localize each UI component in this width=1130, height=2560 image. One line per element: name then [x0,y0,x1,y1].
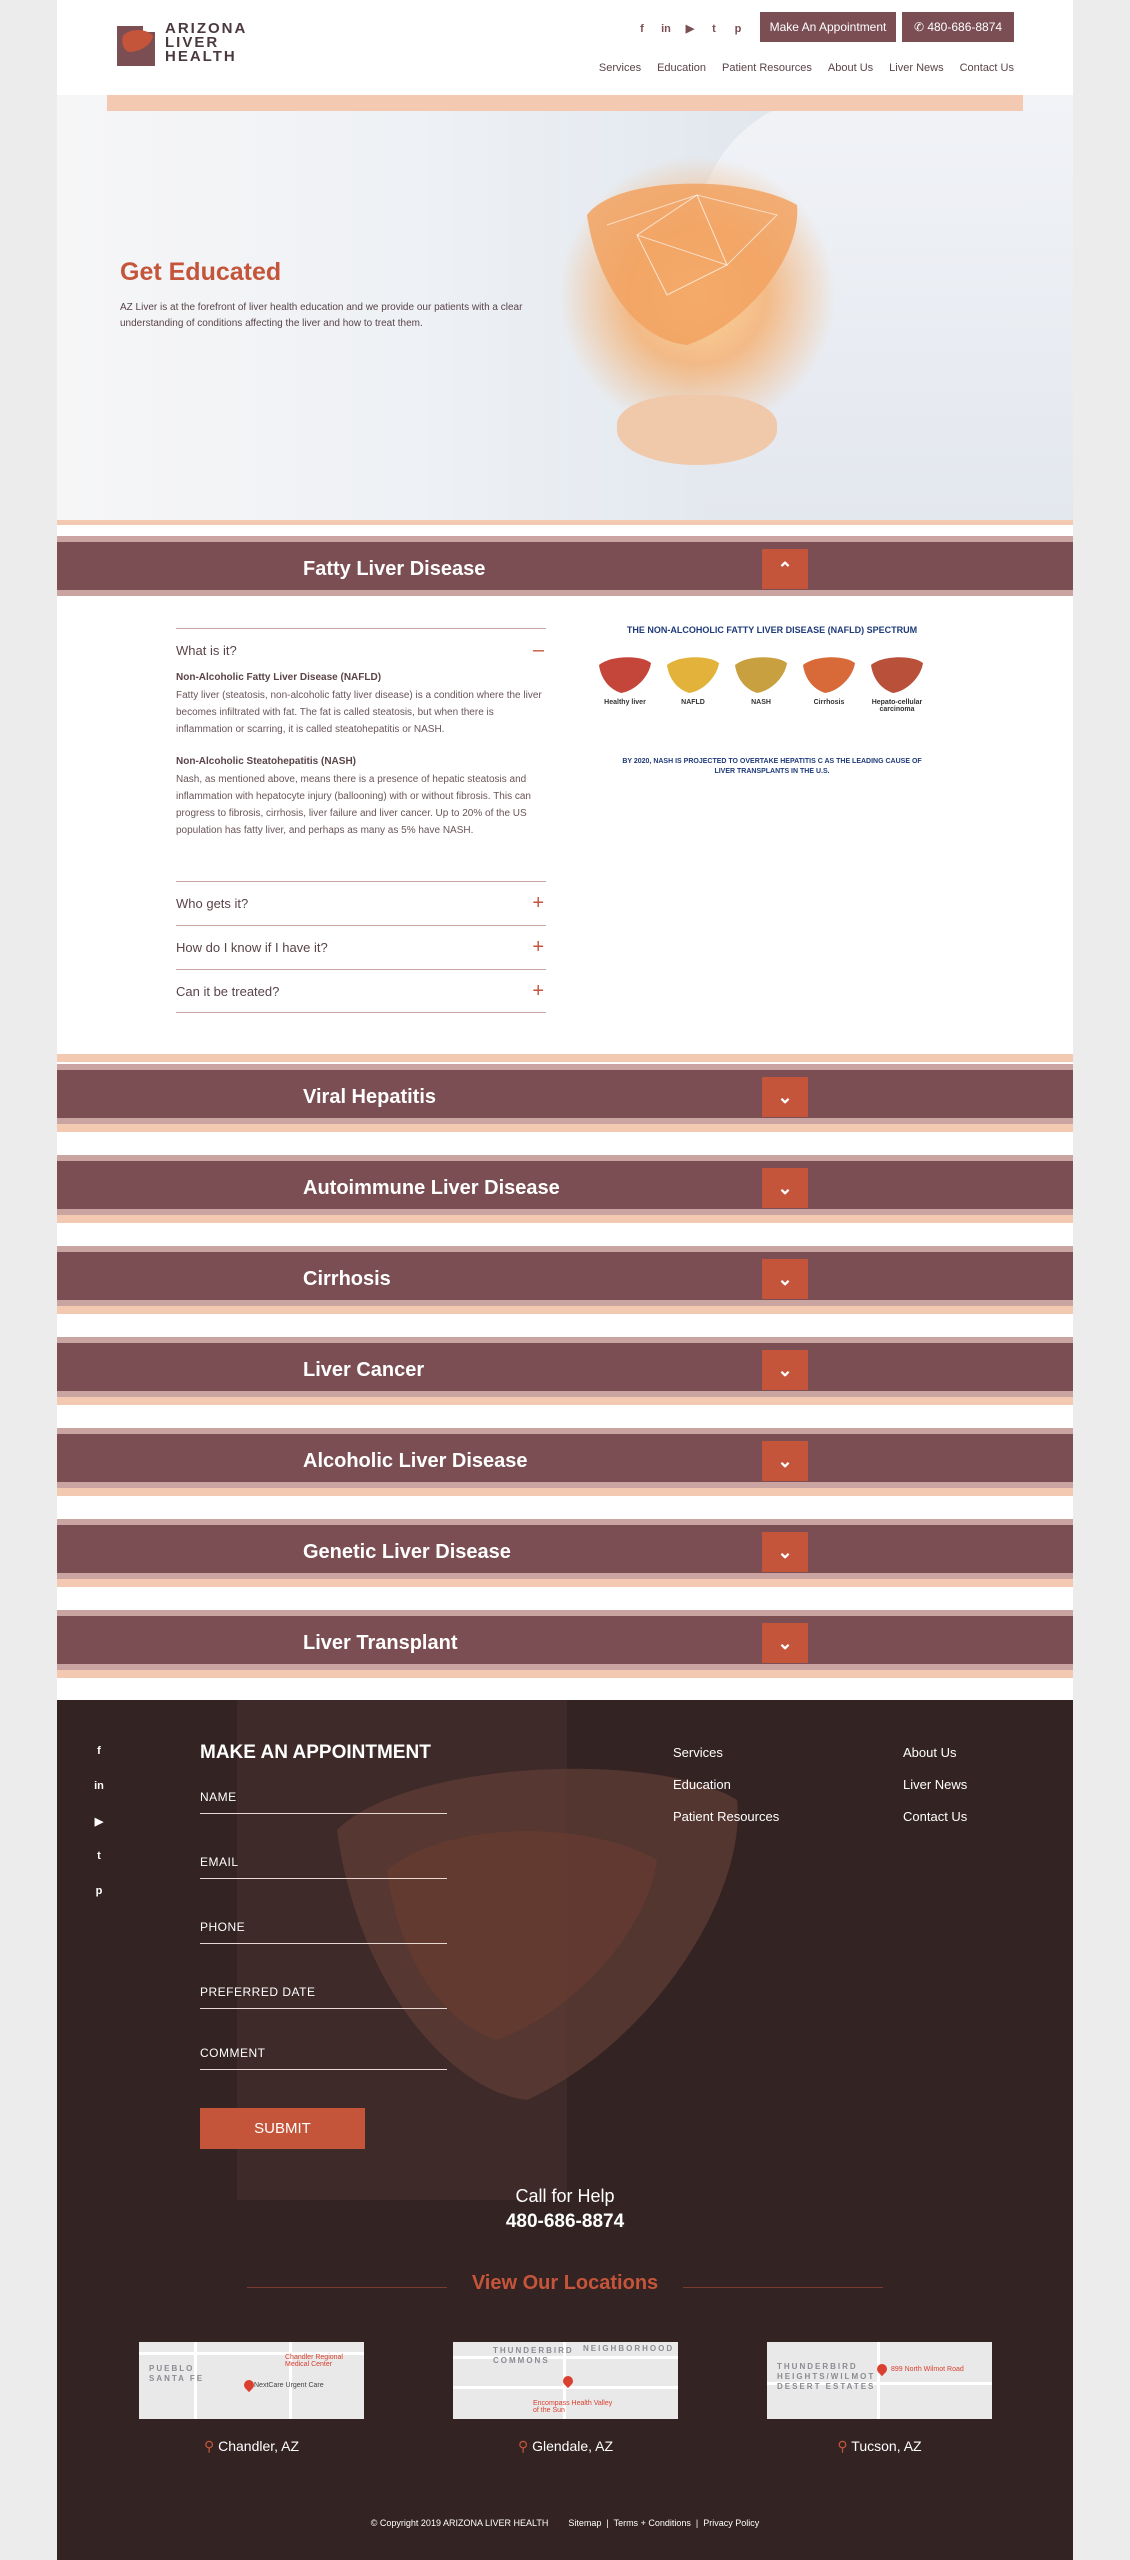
locations-title: View Our Locations [471,2272,659,2294]
accordion-divider [57,1215,1073,1223]
logo[interactable] [115,20,275,70]
facebook-icon[interactable]: f [640,23,644,35]
sitemap-link[interactable]: Sitemap [568,2518,602,2528]
phone-field[interactable]: PHONE [200,1920,447,1944]
infographic-footer: BY 2020, NASH IS PROJECTED TO OVERTAKE HEPATITIS C AS THE LEADING CAUSE OF LIVER TRANSPLANTS IN THE U.S. [622,758,922,775]
location-chandler[interactable] [139,2438,364,2455]
location-pin-icon: ⚲ [203,2438,219,2454]
map-glendale[interactable] [453,2342,678,2419]
make-appointment-button[interactable]: Make An Appointment [760,12,896,42]
footer-links-col-2 [903,1745,967,1824]
accordion-title: Viral Hepatitis [303,1086,437,1108]
accordion-liver-transplant[interactable] [57,1610,1073,1670]
accordion-cirrhosis[interactable] [57,1246,1073,1306]
linkedin-icon[interactable]: in [94,1780,104,1792]
accordion-divider [57,1488,1073,1496]
comment-field[interactable]: COMMENT [200,2046,447,2070]
accordion-title: Liver Cancer [303,1359,425,1381]
nav-about-us[interactable]: About Us [827,62,874,74]
nafld-spectrum-infographic [577,611,967,786]
twitter-icon[interactable]: t [712,23,716,35]
hero-description: AZ Liver is at the forefront of liver health education and we provide our patients with a clear understanding of conditions affecting the liver and how to treat them. [120,302,523,329]
accordion-liver-cancer[interactable] [57,1337,1073,1397]
infographic-title: THE NON-ALCOHOLIC FATTY LIVER DISEASE (NAFLD) SPECTRUM [626,625,918,635]
logo-line-1: ARIZONA [165,20,248,37]
copyright-text: © Copyright 2019 ARIZONA LIVER HEALTH [370,2518,549,2528]
footer-link-education[interactable]: Education [673,1777,731,1792]
nash-text: Nash, as mentioned above, means there is a presence of hepatic steatosis and inflammation with hepatocyte injury (ballooning) with or without fibrosis. This can progress to fibrosis, cirrhosis, liver failure and liver cancer. Up to 20% of the US population has fatty liver, and perhaps as many as 5% have NASH. [176,774,531,836]
footer-link-about-us[interactable]: About Us [903,1745,957,1760]
hero-banner [57,95,1073,525]
divider [683,2287,883,2288]
accordion-title: Liver Transplant [303,1632,458,1654]
footer-link-contact-us[interactable]: Contact Us [903,1809,968,1824]
footer-links-col-1 [673,1745,779,1824]
facebook-icon[interactable]: f [97,1745,101,1757]
accordion-title: Alcoholic Liver Disease [303,1450,528,1472]
accordion-genetic[interactable] [57,1519,1073,1579]
stage-label: NASH [751,699,771,706]
appointment-form-title: MAKE AN APPOINTMENT [200,1742,431,1763]
accordion-divider [57,1306,1073,1314]
map-area-label: PUEBLO SANTA FE [149,2364,205,2383]
city-label: Tucson, AZ [851,2438,922,2454]
accordion-divider [57,1579,1073,1587]
nav-patient-resources[interactable]: Patient Resources [722,62,812,74]
location-pin-icon: ⚲ [837,2438,852,2454]
nafld-text: Fatty liver (steatosis, non-alcoholic fatty liver disease) is a condition where the liver becomes infiltrated with fat. The fat is called steatosis, but when there is inflammation or scarring, it is called steatohepatitis or NASH. [176,690,542,735]
pinterest-icon[interactable]: p [734,23,742,35]
faq-item-how-do-i-know[interactable] [176,925,546,969]
chevron-down-icon[interactable]: ⌄ [762,1168,808,1208]
name-field[interactable]: NAME [200,1790,447,1814]
footer-link-patient-resources[interactable]: Patient Resources [673,1809,780,1824]
fatty-liver-panel [57,611,1073,1054]
faq-collapsed-list [176,881,546,1013]
accordion-fatty-liver[interactable] [57,536,1073,596]
hero-top-band [107,95,1023,111]
city-label: Chandler, AZ [218,2438,300,2454]
site-footer [57,1700,1073,2560]
stage-label: Healthy liver [604,699,646,706]
faq-question: Can it be treated? [176,984,280,999]
accordion-title: Cirrhosis [303,1268,391,1290]
stage-label: Hepato-cellular carcinoma [871,699,923,713]
faq-item-what-is-it[interactable] [176,628,546,839]
faq-question: How do I know if I have it? [176,940,328,955]
logo-line-2: LIVER [165,34,220,51]
map-marker-label: Encompass Health Valley of the Sun [533,2400,613,2414]
doctor-hand-image [617,395,777,465]
nafld-liver-icon [665,655,721,695]
cirrhosis-liver-icon [801,655,857,695]
accordion-alcoholic[interactable] [57,1428,1073,1488]
footer-link-services[interactable]: Services [673,1745,723,1760]
privacy-link[interactable]: Privacy Policy [703,2518,760,2528]
location-glendale[interactable] [453,2438,678,2455]
plus-icon[interactable]: + [532,936,544,958]
stage-label: Cirrhosis [813,699,845,706]
accordion-viral-hepatitis[interactable] [57,1064,1073,1124]
accordion-title: Fatty Liver Disease [303,558,486,580]
map-marker-label: NextCare Urgent Care [254,2382,324,2389]
nash-liver-icon [733,655,789,695]
map-marker-label: Chandler Regional Medical Center [285,2354,343,2368]
map-area-label: THUNDERBIRD COMMONS [493,2346,574,2365]
accordion-divider [57,1670,1073,1678]
main-nav [599,62,1014,74]
accordion-divider [57,1054,1073,1062]
accordion-divider [57,1397,1073,1405]
footer-social-links [92,1745,106,1901]
plus-icon[interactable]: + [532,980,544,1002]
footer-link-liver-news[interactable]: Liver News [903,1777,968,1792]
email-field[interactable]: EMAIL [200,1855,447,1879]
submit-button[interactable]: SUBMIT [200,2108,365,2149]
map-chandler[interactable] [139,2342,364,2419]
chevron-down-icon[interactable]: ⌄ [762,1077,808,1117]
chevron-down-icon[interactable]: ⌄ [762,1623,808,1663]
location-pin-icon: ⚲ [517,2438,533,2454]
faq-item-who-gets-it[interactable] [176,881,546,925]
phone-button[interactable]: ✆ 480-686-8874 [902,12,1014,42]
faq-question: What is it? [176,643,237,658]
nash-heading: Non-Alcoholic Steatohepatitis (NASH) [176,756,357,767]
nav-liver-news[interactable]: Liver News [889,62,944,74]
nav-education[interactable]: Education [657,62,707,74]
copyright-bar: © Copyright 2019 ARIZONA LIVER HEALTH Sitemap | Terms + Conditions | Privacy Policy [370,2518,760,2528]
map-marker-label: 899 North Wilmot Road [891,2366,964,2373]
chevron-down-icon[interactable]: ⌄ [762,1259,808,1299]
youtube-icon[interactable]: ▶ [94,1816,104,1828]
page [57,0,1073,2560]
accordion-title: Genetic Liver Disease [303,1541,511,1563]
logo-line-3: HEALTH [165,48,237,65]
plus-icon[interactable]: + [532,892,544,914]
call-for-help [57,2186,1073,2233]
hero-bottom-band [57,520,1073,525]
glowing-liver-icon [577,175,807,355]
minus-icon[interactable]: – [532,639,544,661]
header-social-links [635,22,745,36]
map-area-label: NEIGHBORHOOD [583,2344,675,2353]
faq-question: Who gets it? [176,896,249,911]
location-tucson[interactable] [767,2438,992,2455]
chevron-up-icon[interactable]: ⌃ [762,549,808,589]
accordion-divider [57,1124,1073,1132]
faq-item-can-it-be-treated[interactable] [176,969,546,1013]
healthy-liver-icon [597,655,653,695]
nafld-heading: Non-Alcoholic Fatty Liver Disease (NAFLD) [176,672,382,683]
call-label: Call for Help [515,2186,615,2206]
stage-label: NAFLD [681,699,705,706]
preferred-date-field[interactable]: PREFERRED DATE [200,1985,447,2009]
arizona-liver-logo-icon [115,22,159,66]
nav-services[interactable]: Services [598,62,642,74]
chevron-down-icon[interactable]: ⌄ [762,1441,808,1481]
youtube-icon[interactable]: ▶ [685,23,695,35]
carcinoma-liver-icon [869,655,925,695]
terms-link[interactable]: Terms + Conditions [613,2518,691,2528]
page-title: Get Educated [120,258,282,286]
city-label: Glendale, AZ [532,2438,614,2454]
nav-contact-us[interactable]: Contact Us [959,62,1014,74]
chevron-down-icon[interactable]: ⌄ [762,1532,808,1572]
twitter-icon[interactable]: t [97,1850,101,1862]
map-tucson[interactable] [767,2342,992,2419]
faq-list [176,628,546,839]
map-area-label: THUNDERBIRD HEIGHTS/WILMOT DESERT ESTATES [777,2362,876,2391]
accordion-title: Autoimmune Liver Disease [303,1177,560,1199]
accordion-autoimmune[interactable] [57,1155,1073,1215]
chevron-down-icon[interactable]: ⌄ [762,1350,808,1390]
pinterest-icon[interactable]: p [95,1885,103,1897]
call-number-link[interactable]: 480-686-8874 [505,2211,625,2232]
linkedin-icon[interactable]: in [661,23,671,35]
site-header [57,0,1073,95]
